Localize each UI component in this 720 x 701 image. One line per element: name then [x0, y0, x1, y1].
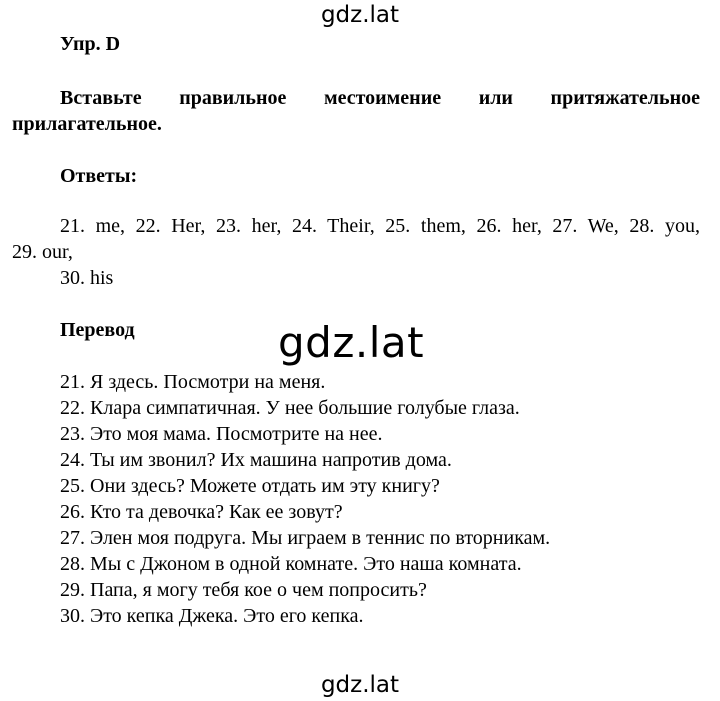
translation-item: 30. Это кепка Джека. Это его кепка.: [60, 605, 364, 627]
task-instruction-line1: Вставьте правильное местоимение или притяжательное: [60, 87, 700, 109]
translation-item: 26. Кто та девочка? Как ее зовут?: [60, 501, 343, 523]
answers-line3: 30. his: [60, 267, 114, 289]
translation-item: 27. Элен моя подруга. Мы играем в теннис по вторникам.: [60, 527, 551, 549]
answers-line2: 29. our,: [12, 241, 73, 263]
translation-item: 29. Папа, я могу тебя кое о чем попросить?: [60, 579, 427, 601]
watermark-bottom: gdz.lat: [320, 672, 400, 698]
translation-item: 21. Я здесь. Посмотри на меня.: [60, 371, 326, 393]
watermark-middle: gdz.lat: [278, 318, 425, 367]
answers-heading: Ответы:: [60, 165, 138, 187]
translation-item: 25. Они здесь? Можете отдать им эту книгу?: [60, 475, 440, 497]
translation-item: 22. Клара симпатичная. У нее большие голубые глаза.: [60, 397, 520, 419]
answers-line1: 21. me, 22. Her, 23. her, 24. Their, 25. them, 26. her, 27. We, 28. you,: [60, 215, 700, 237]
translation-item: 28. Мы с Джоном в одной комнате. Это наша комната.: [60, 553, 522, 575]
translation-item: 23. Это моя мама. Посмотрите на нее.: [60, 423, 383, 445]
translation-item: 24. Ты им звонил? Их машина напротив дома.: [60, 449, 452, 471]
translation-heading: Перевод: [60, 319, 135, 341]
exercise-title: Упр. D: [60, 33, 121, 55]
task-instruction-line2: прилагательное.: [12, 113, 162, 135]
watermark-top: gdz.lat: [320, 2, 400, 28]
